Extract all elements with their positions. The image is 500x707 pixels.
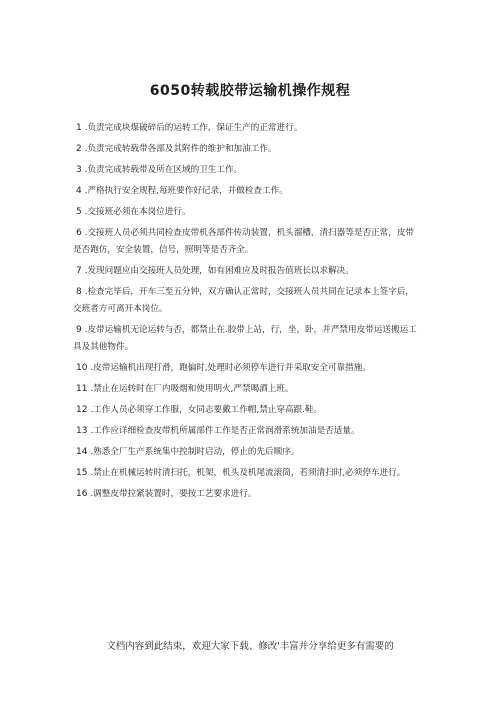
item-number: 14 <box>76 447 88 457</box>
procedure-list <box>73 120 421 507</box>
list-item <box>73 402 421 419</box>
item-number: 6 <box>76 228 82 238</box>
list-item <box>73 360 421 377</box>
item-text: .皮带运输机无论运转与否，都禁止在.胶带上站，行，坐，卧，并严禁用皮带运送搬运工具及其他物件。 <box>73 325 417 352</box>
list-item <box>73 162 421 179</box>
list-item <box>73 225 421 259</box>
item-text: .负责完成转载带及所在区域的卫生工作。 <box>84 165 243 175</box>
item-number: 8 <box>76 287 82 297</box>
item-text: .工作应详细检查皮带机所属部件工作是否正常润滑系统加油是否适量。 <box>90 426 360 436</box>
item-text: .禁止在运转时在厂内吸烟和使用明火,严禁喝酒上班。 <box>90 384 294 394</box>
item-number: 5 <box>76 207 82 217</box>
document-footer: 文档内容到此结束，欢迎大家下载、修改'丰富并分享给更多有需要的 <box>106 641 394 652</box>
item-number: 16 <box>76 489 88 499</box>
item-number: 3 <box>76 165 82 175</box>
list-item <box>73 183 421 200</box>
list-item <box>73 381 421 398</box>
list-item <box>73 322 421 356</box>
item-number: 9 <box>76 325 82 335</box>
item-text: .严格执行安全规程,每班要作好记录，并做检查工作。 <box>84 186 288 196</box>
item-text: .发现问题应由交接班人员处理，如有困难应及时报告值班长以求解决。 <box>84 266 354 276</box>
item-number: 4 <box>76 186 82 196</box>
list-item <box>73 284 421 318</box>
list-item <box>73 141 421 158</box>
list-item <box>73 120 421 137</box>
item-number: 15 <box>76 468 88 478</box>
list-item <box>73 465 421 482</box>
item-text: .工作人员必须穿工作服，女同志要戴工作帽,禁止穿高跟.鞋。 <box>90 405 323 415</box>
list-item <box>73 486 421 503</box>
item-text: .调整皮带拉紧装置时，要按工艺要求进行。 <box>90 489 257 499</box>
list-item <box>73 263 421 280</box>
item-number: 13 <box>76 426 88 436</box>
item-text: .负责完成块煤破碎后的运转工作，保证生产的正常进行。 <box>84 123 303 133</box>
item-number: 11 <box>76 384 88 394</box>
item-number: 1 <box>76 123 82 133</box>
item-text: .交接班人员必须共同检查皮带机各部件传动装置，机头溜槽，清扫器等是否正常，皮带是否跑仿，安全装置，信号，照明等是否齐全。 <box>73 228 415 255</box>
item-text: .检查完毕后，开车三至五分钟，双方确认正常时，交接班人员共同在记录本上签字后，交班者方可离开本岗位。 <box>73 287 415 314</box>
item-text: .皮带运输机出现打滑，跑偏时,处理时必须停车进行并采取安全可靠措施。 <box>90 363 371 373</box>
item-number: 7 <box>76 266 82 276</box>
list-item <box>73 444 421 461</box>
item-text: .交接班必须在本岗位进行。 <box>84 207 191 217</box>
item-number: 10 <box>76 363 88 373</box>
item-text: .熟悉全厂生产系统集中控制时启动，停止的先后顺序。 <box>90 447 300 457</box>
list-item <box>73 423 421 440</box>
item-text: .负责完成转载带各部及其附件的维护和加油工作。 <box>84 144 277 154</box>
document-title: 6050转载胶带运输机操作规程 <box>149 83 351 99</box>
item-number: 2 <box>76 144 82 154</box>
list-item <box>73 204 421 221</box>
item-number: 12 <box>76 405 88 415</box>
item-text: .禁止在机械运转时清扫托，机架，机头及机尾流滚筒，若须清扫时,必须停车进行。 <box>90 468 406 478</box>
